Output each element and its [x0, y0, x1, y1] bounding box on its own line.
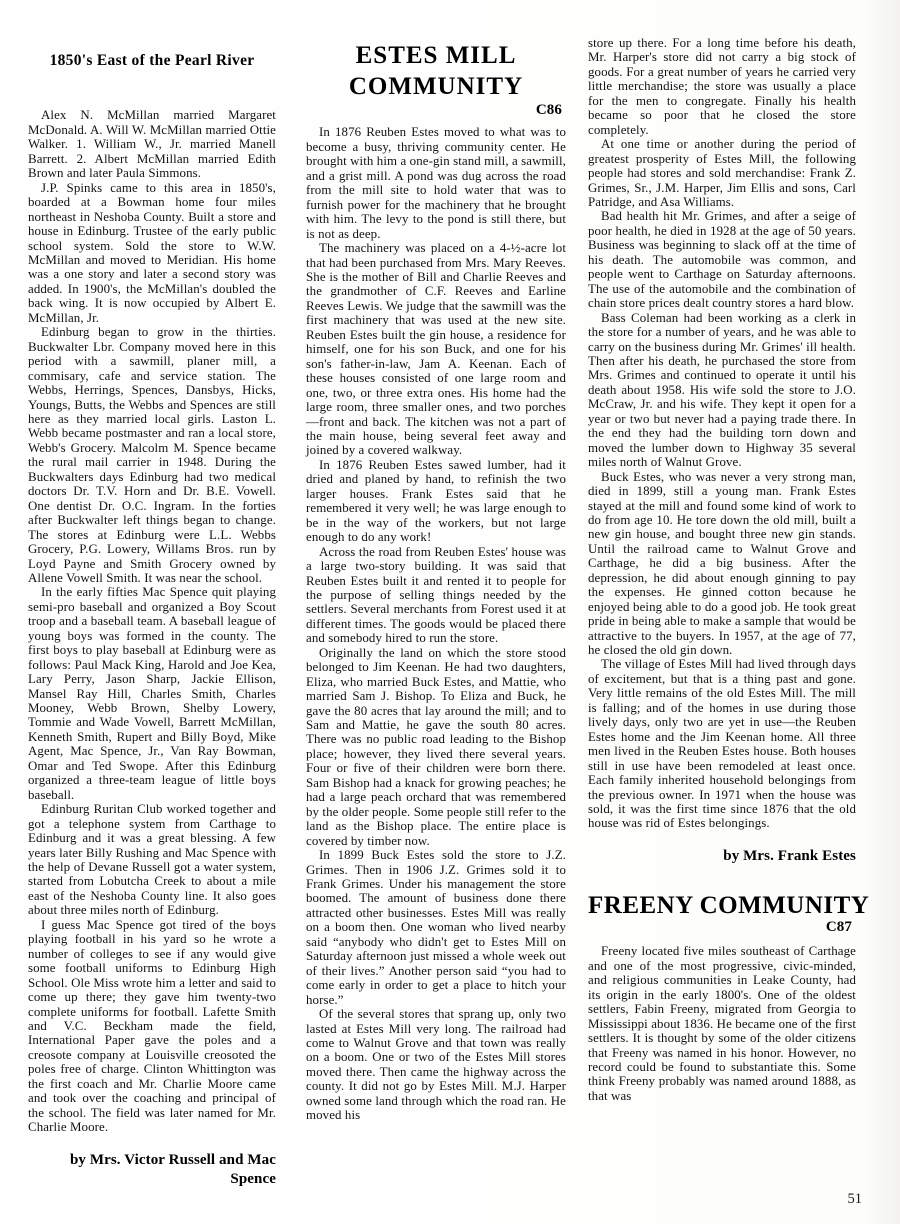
paragraph: Edinburg began to grow in the thirties. Buckwalter Lbr. Company moved here in this period with a sawmill, planer mill, a commisary, cafe and service station. The Webbs, Herrings, Spences, Dansbys, Hicks, Youngs, Butts, the Webbs and Spences are still here as they married local girls. Laston L. Webb became postmaster and ran a local store, Webb's Grocery. Malcolm M. Spence became the rural mail carrier in 1948. During the Buckwalters days Edinburg had two medical doctors Dr. T.V. Horn and Dr. B.E. Vowell. One dentist Dr. O.C. Ingram. In the forties after Buckwalter left things began to change. The stores at Edinburg were L.L. Webbs Grocery, P.G. Lowery, Willams Bros. run by Loyd Payne and Smith Grocery owned by Allene Vowell Smith. It was near the school.	[28, 325, 276, 585]
section-heading-pearl-river: 1850's East of the Pearl River	[49, 52, 255, 69]
paragraph: Buck Estes, who was never a very strong man, died in 1899, still a young man. Frank Estes stayed at the mill and found some kind of work to do from age 10. He tore down the old mill, built a new gin house, and bought three new gin stands. Until the railroad came to Walnut Grove and Carthage, he did a big business. After the depression, he did about enough ginning to pay the expenses. He ginned cotton because he enjoyed being able to do a good job. He took great pride in being able to make a sample that would be attractive to the buyers. In 1957, at the age of 77, he closed the old gin down.	[588, 469, 856, 658]
paragraph: Freeny located five miles southeast of Carthage and one of the most progressive, civic-minded, and religious communities in Leake County, had its origin in the early 1800's. One of the oldest settlers, Fabin Freeny, migrated from Georgia to Mississippi about 1836. He became one of the first settlers. It is thought by some of the older citizens that Freeny was named in his honor. However, no record could be found to substantiate this. Some think Freeny probably was named around 1888, as that was	[588, 944, 856, 1103]
middle-column	[306, 40, 566, 1123]
paragraph: Alex N. McMillan married Margaret McDonald. A. Will W. McMillan married Ottie Walker. 1. William W., Jr. married Manell Barrett. 2. Albert McMillan married Edith Brown and later Paula Simmons.	[28, 108, 276, 181]
paragraph: Bass Coleman had been working as a clerk in the store for a number of years, and he was able to carry on the business during Mr. Grimes' ill health. Then after his death, he purchased the store from Mrs. Grimes and continued to operate it until his death about 1958. His wife sold the store to J.O. McCraw, Jr. and his wife. They kept it open for a year or two but never had a paying trade there. In the end they had the building torn down and moved the lumber down to Highway 35 several miles north of Walnut Grove.	[588, 310, 856, 470]
section-title-estes-mill-line1: ESTES MILL	[355, 42, 517, 69]
paragraph: Bad health hit Mr. Grimes, and after a seige of poor health, he died in 1928 at the age of 50 years. Business was beginning to slack off at the time of his death. The automobile was common, and people went to Carthage on Saturday afternoons. The use of the automobile and the combination of chain store prices dealt country stores a hard blow.	[588, 209, 856, 311]
byline-russell-spence: by Mrs. Victor Russell and Mac Spence	[69, 1151, 276, 1187]
paragraph: The machinery was placed on a 4-½-acre lot that had been purchased from Mrs. Mary Reeves. She is the mother of Bill and Charlie Reeves and the grandmother of C.F. Reeves and Earline Reeves Lewis. We judge that the sawmill was the first machinery that was used at the new site. Reuben Estes built the gin house, a residence for himself, one for his son Buck, and one for his son's father-in-law, Jam A. Keenan. Each of these houses consisted of one large room and one, two, or three extra ones. His home had the large room, three smaller ones, and two porches—front and back. The kitchen was not a part of the main house, being several feet away and joined by a covered walkway.	[306, 241, 566, 458]
paragraph: Originally the land on which the store stood belonged to Jim Keenan. He had two daughters, Eliza, who married Buck Estes, and Mattie, who married Sam J. Bishop. To Eliza and Buck, he gave the 80 acres that lay around the mill; and to Sam and Mattie, he gave the south 80 acres. There was no public road leading to the Bishop place; however, they lived there several years. Four or five of their children were born there. Sam Bishop had a knack for growing peaches; he had a large peach orchard that was remembered by the older people. Some people still refer to the land as the Bishop place. The entire place is covered by timber now.	[306, 645, 566, 848]
section-code-c86: C86	[535, 102, 562, 118]
paragraph: I guess Mac Spence got tired of the boys playing football in his yard so he wrote a number of colleges to see if any would give some football uniforms to Edinburg High School. Ole Miss wrote him a letter and said to come up there; they gave him twenty-two complete uniforms for football. Lafette Smith and V.C. Beckham made the field, International Paper gave the poles and a creosote company at Louisville creosoted the poles free of charge. Clinton Whittington was the first coach and Mr. Charlie Moore came and took over the coaching and principal of the school. The field was later named for Mr. Charlie Moore.	[28, 917, 276, 1135]
paragraph: In the early fifties Mac Spence quit playing semi-pro baseball and organized a Boy Scout troop and a baseball team. A baseball league of young boys was formed in the county. The first boys to play baseball at Edinburg were as follows: Paul Mack King, Harold and Joe Kea, Lary Perry, Jason Sharp, Jackie Ellison, Mansel Ray Hill, Charles Smith, Charles Mooney, Webb Brown, Shelby Lowery, Tommie and Wade Vowell, Barrett McMillan, Kenneth Smith, Rupert and Billy Boyd, Mike Agent, Mac Spence, Jr., Van Ray Bowman, Omar and Ted Swope. After this Edinburg organized a three-team league of little boys baseball.	[28, 585, 276, 802]
paragraph: In 1876 Reuben Estes sawed lumber, had it dried and planed by hand, to refinish the two larger houses. Frank Estes said that he remembered it very well; he was large enough to be in the way of the workers, but not large enough to do any work!	[306, 457, 566, 545]
page-number: 51	[847, 1191, 862, 1207]
left-column	[28, 42, 276, 1189]
paragraph: The village of Estes Mill had lived through days of excitement, but that is a thing past and gone. Very little remains of the old Estes Mill. The mill is falling; and of the homes in use during those lively days, only two are yet in use—the Reuben Estes home and the Jim Keenan home. All three men lived in the Reuben Estes house. Both houses still in use have been remodeled at least once. Each family inherited household belongings from the previous owner. In 1971 when the house was sold, it was the first time since 1876 that the old house was rid of Estes belongings.	[588, 657, 856, 831]
paragraph: store up there. For a long time before his death, Mr. Harper's store did not carry a big stock of goods. For a great number of years he carried very little merchandise; the store was usually a place for the men to congregate. Finally his health became so poor that he closed the store completely.	[588, 36, 856, 137]
section-code-c87: C87	[825, 918, 852, 935]
paragraph: Of the several stores that sprang up, only two lasted at Estes Mill very long. The railroad had come to Walnut Grove and that town was really on a boom. One or two of the Estes Mill stores moved there. Then came the highway across the county. It did not go by Estes Mill. M.J. Harper owned some land through which the road ran. He moved his	[306, 1007, 566, 1123]
section-title-estes-mill-line2: COMMUNITY	[348, 73, 524, 100]
right-column	[588, 36, 870, 1103]
paragraph: At one time or another during the period of greatest prosperity of Estes Mill, the following people had stores and sold merchandise: Frank Z. Grimes, Sr., J.M. Harper, Jim Ellis and sons, Carl Patridge, and Asa Williams.	[588, 137, 856, 209]
paragraph: In 1899 Buck Estes sold the store to J.Z. Grimes. Then in 1906 J.Z. Grimes sold it to Frank Grimes. Under his management the store boomed. The amount of business done there attracted other businesses. Estes Mill was really on a boom then. One woman who lived nearby said “anybody who didn't get to Estes Mill on Saturday afternoon just missed a whole week out of their lives.” Another person said “you had to come early in order to get a place to hitch your horse.”	[306, 848, 566, 1007]
paragraph: J.P. Spinks came to this area in 1850's, boarded at a Bowman home four miles northeast in Neshoba County. Built a store and house in Edinburg. Trustee of the early public school system. Sold the store to W.W. McMillan and moved to Meridian. His home was a one story and later a second story was added. In 1900's, the McMillan's doubled the back wing. It is now occupied by Albert E. McMillan, Jr.	[28, 180, 276, 325]
paragraph: Across the road from Reuben Estes' house was a large two-story building. It was said that Reuben Estes built it and rented it to people for the purpose of selling things needed by the settlers. Several merchants from Forest used it at different times. The goods would be placed there and somebody hired to run the store.	[306, 544, 566, 646]
byline-frank-estes: by Mrs. Frank Estes	[723, 847, 856, 864]
paragraph: In 1876 Reuben Estes moved to what was to become a busy, thriving community center. He brought with him a one-gin stand mill, a sawmill, and a grist mill. A pond was dug across the road from the mill site to hold water that was to furnish power for the machinery that he brought with him. The levy to the pond is still there, but is not as deep.	[306, 125, 566, 241]
paragraph: Edinburg Ruritan Club worked together and got a telephone system from Carthage to Edinburg and it was a great blessing. A few years later Billy Rushing and Mac Spence with the help of Devane Russell got a water system, started from Lobutcha Creek to about a mile east of the Neshoba County line. It also goes about three miles north of Edinburg.	[28, 802, 276, 918]
section-title-freeny: FREENY COMMUNITY	[588, 891, 870, 919]
